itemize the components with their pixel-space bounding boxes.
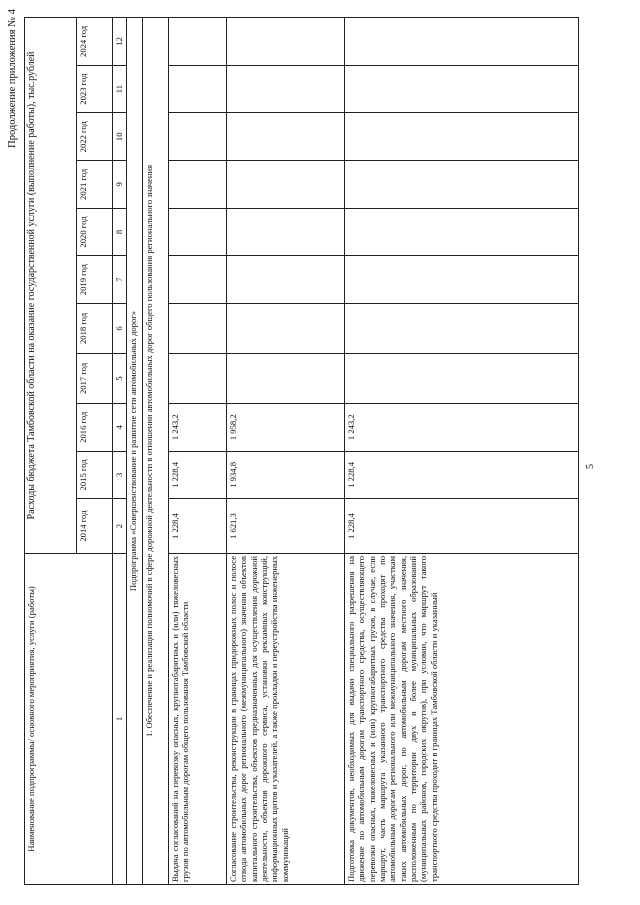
value-cell: 1 934,8: [227, 451, 345, 499]
header-name-column: Наименование подпрограммы/ основного мероприятия, услуги (работы): [25, 553, 113, 884]
column-number: 1: [113, 553, 127, 884]
column-number: 7: [113, 256, 127, 304]
column-number: 11: [113, 65, 127, 113]
column-number: 9: [113, 161, 127, 209]
value-cell: [169, 353, 227, 403]
value-cell: [169, 65, 227, 113]
value-cell: [345, 353, 579, 403]
value-cell: [345, 18, 579, 66]
table-row: [345, 18, 579, 885]
value-cell: [227, 303, 345, 353]
table-row: [169, 18, 227, 885]
year-header: 2021 год: [77, 161, 113, 209]
value-cell: [227, 113, 345, 161]
year-header: 2023 год: [77, 65, 113, 113]
value-cell: [169, 18, 227, 66]
value-cell: [169, 113, 227, 161]
header-expenses: Расходы бюджета Тамбовской области на оказание государственной услуги (выполнение работы), тыс.рублей: [25, 18, 77, 554]
service-name: Подготовка документов, необходимых для выдачи специального разрешения на движение по автомобильным дорогам транспортного средства, осуществляющего перевозки опасных, тяжеловесных и (или) крупногабаритных грузов, в случае, если маршрут, часть маршрута указанного транспортного средства проходят по автомобильным дорогам регионального или межмуниципального значения, участкам таких автомобильных дорог, по автомобильным дорогам местного значения, расположенным по территории двух и более муниципальных образований (муниципальных районов, городских округов), при условии, что маршрут такого транспортного средства проходит в границах Тамбовской области и указанный: [345, 553, 579, 884]
value-cell: [227, 161, 345, 209]
column-number: 2: [113, 499, 127, 554]
value-cell: [169, 208, 227, 256]
page-number: 5: [585, 464, 596, 469]
value-cell: 1 228,4: [169, 499, 227, 554]
value-cell: [227, 18, 345, 66]
annex-label: Продолжение приложения № 4: [7, 9, 18, 148]
column-number: 10: [113, 113, 127, 161]
value-cell: [345, 303, 579, 353]
value-cell: [345, 113, 579, 161]
value-cell: 1 228,4: [345, 451, 579, 499]
year-header: 2015 год: [77, 451, 113, 499]
subprogram-title: Подпрограмма «Совершенствование и развитие сети автомобильных дорог»: [127, 18, 143, 885]
value-cell: 1 243,2: [345, 403, 579, 451]
year-header: 2018 год: [77, 303, 113, 353]
year-header: 2016 год: [77, 403, 113, 451]
column-number: 6: [113, 303, 127, 353]
value-cell: [227, 256, 345, 304]
column-number: 3: [113, 451, 127, 499]
value-cell: 1 243,2: [169, 403, 227, 451]
column-number: 12: [113, 18, 127, 66]
column-number: 4: [113, 403, 127, 451]
value-cell: 1 228,4: [169, 451, 227, 499]
expenses-table: [24, 17, 579, 885]
year-header: 2017 год: [77, 353, 113, 403]
value-cell: 1 621,3: [227, 499, 345, 554]
value-cell: [169, 256, 227, 304]
table-row: [227, 18, 345, 885]
year-header: 2014 год: [77, 499, 113, 554]
year-header: 2024 год: [77, 18, 113, 66]
value-cell: [345, 208, 579, 256]
value-cell: [227, 353, 345, 403]
year-header: 2020 год: [77, 208, 113, 256]
value-cell: [227, 65, 345, 113]
value-cell: [345, 65, 579, 113]
year-header: 2019 год: [77, 256, 113, 304]
column-number: 8: [113, 208, 127, 256]
value-cell: [227, 208, 345, 256]
value-cell: 1 958,2: [227, 403, 345, 451]
activity-title: 1. Обеспечение и реализация полномочий в сфере дорожной деятельности в отношении автомобильных дорог общего пользования регионального значения: [143, 18, 169, 885]
value-cell: [345, 161, 579, 209]
year-header: 2022 год: [77, 113, 113, 161]
value-cell: [345, 256, 579, 304]
value-cell: 1 228,4: [345, 499, 579, 554]
service-name: Выдача согласований на перевозку опасных, крупногабаритных и (или) тяжеловесных грузов по автомобильным дорогам общего пользования Тамбовской области: [169, 553, 227, 884]
column-number: 5: [113, 353, 127, 403]
value-cell: [169, 161, 227, 209]
service-name: Согласование строительства, реконструкции в границах придорожных полос и полосе отвода автомобильных дорог регионального (межмуниципального) значения объектов капитального строительства, объектов предназначенных для осуществления дорожной деятельности, объектов дорожного сервиса, установки рекламных конструкций, информационных щитов и указателей, а также прокладки и переустройства инженерных коммуникаций: [227, 553, 345, 884]
value-cell: [169, 303, 227, 353]
